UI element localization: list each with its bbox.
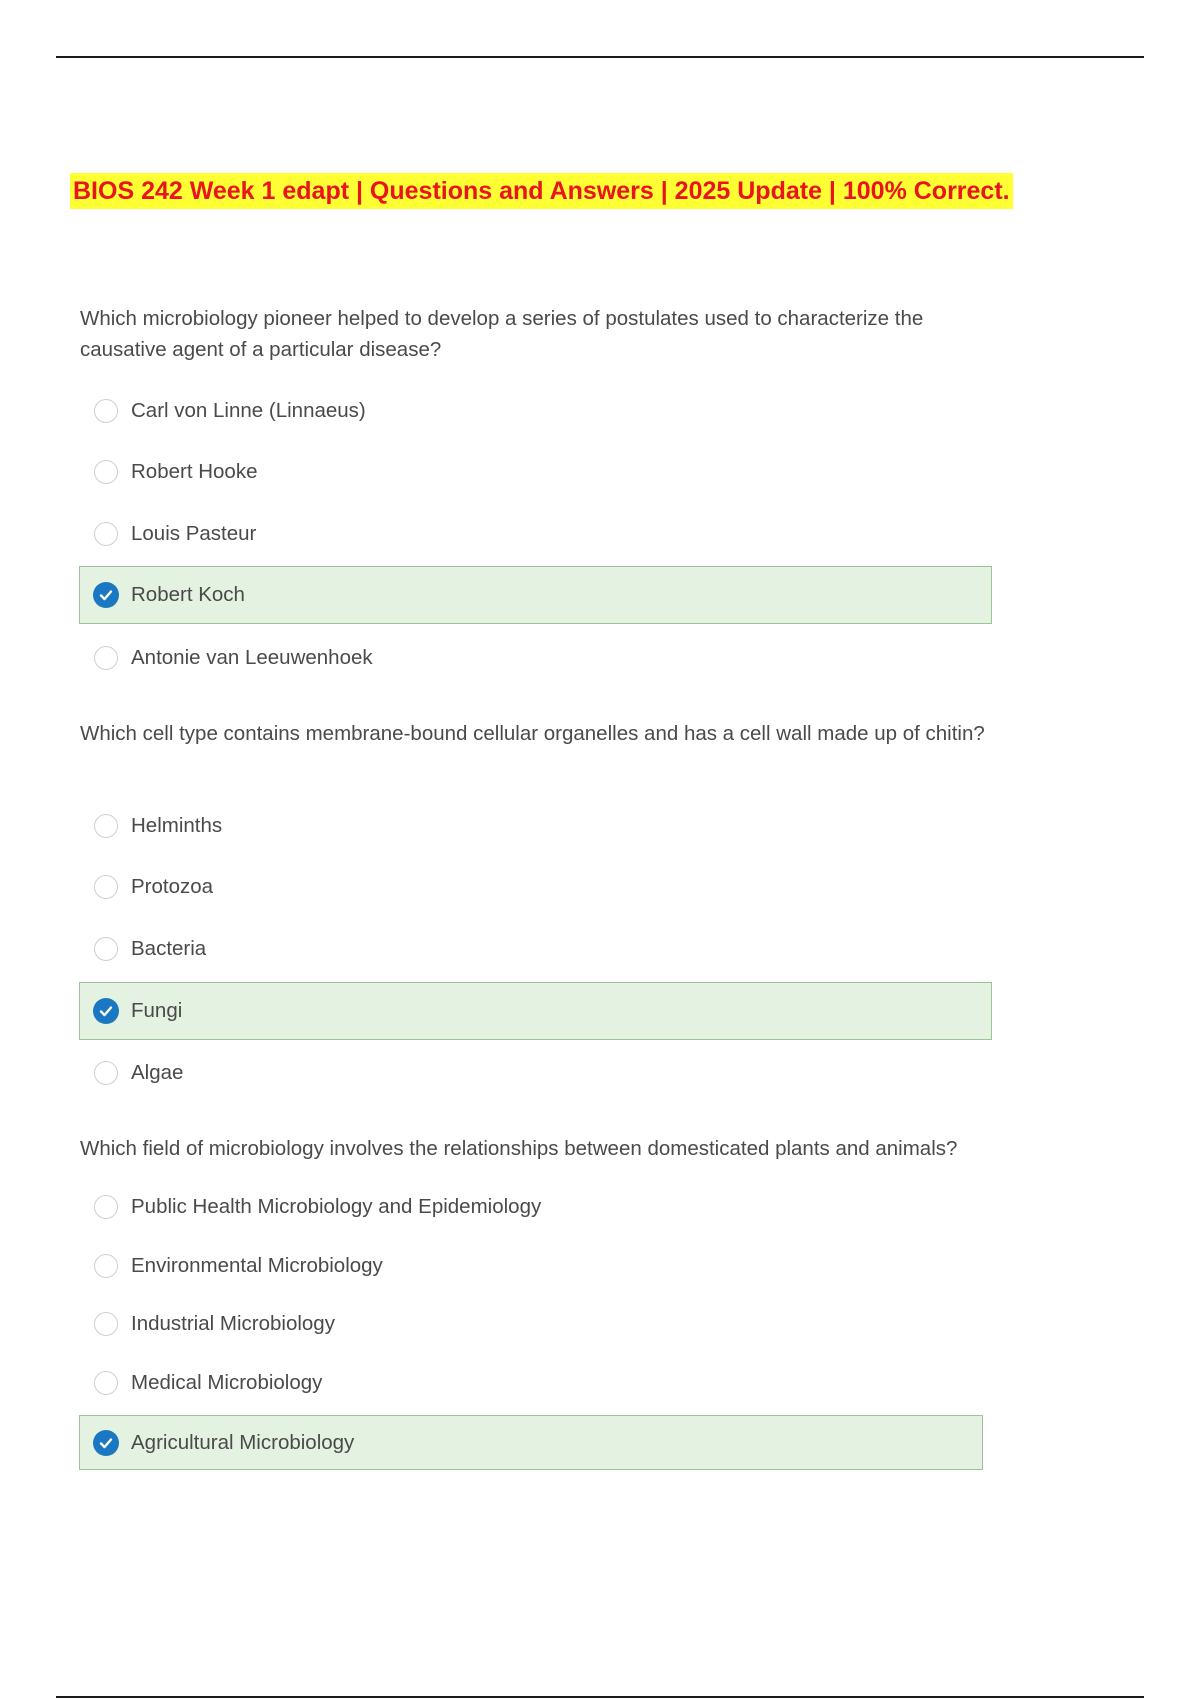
question-3-option-3[interactable] <box>80 1296 992 1352</box>
radio-unselected-icon[interactable] <box>94 875 118 899</box>
question-3-option-1[interactable] <box>80 1179 992 1235</box>
question-2-option-1[interactable] <box>80 798 992 854</box>
radio-unselected-icon[interactable] <box>94 1312 118 1336</box>
question-3-option-5-correct[interactable] <box>79 1415 983 1470</box>
option-label: Public Health Microbiology and Epidemiology <box>131 1195 542 1218</box>
checkmark-circle-icon[interactable] <box>93 1430 119 1456</box>
document-title: BIOS 242 Week 1 edapt | Questions and Answers | 2025 Update | 100% Correct. <box>70 173 1013 209</box>
question-2-option-2[interactable] <box>80 859 992 915</box>
radio-unselected-icon[interactable] <box>94 522 118 546</box>
radio-unselected-icon[interactable] <box>94 646 118 670</box>
question-1-option-1[interactable] <box>80 383 992 439</box>
option-label: Protozoa <box>131 875 214 898</box>
checkmark-circle-icon[interactable] <box>93 998 119 1024</box>
option-label: Robert Hooke <box>131 460 258 483</box>
option-label: Carl von Linne (Linnaeus) <box>131 399 366 422</box>
radio-unselected-icon[interactable] <box>94 1195 118 1219</box>
radio-unselected-icon[interactable] <box>94 814 118 838</box>
question-1-option-5[interactable] <box>80 630 992 686</box>
option-label: Robert Koch <box>131 583 245 606</box>
question-1-option-2[interactable] <box>80 444 992 500</box>
question-3-text: Which field of microbiology involves the relationships between domesticated plants and animals? <box>80 1137 958 1160</box>
question-2-option-4-correct[interactable] <box>79 982 992 1040</box>
option-label: Medical Microbiology <box>131 1371 323 1394</box>
question-3-option-2[interactable] <box>80 1238 992 1294</box>
radio-unselected-icon[interactable] <box>94 399 118 423</box>
option-label: Helminths <box>131 814 223 837</box>
bottom-rule <box>56 1696 1144 1698</box>
radio-unselected-icon[interactable] <box>94 460 118 484</box>
question-1-option-3[interactable] <box>80 506 992 562</box>
option-label: Industrial Microbiology <box>131 1312 335 1335</box>
option-label: Bacteria <box>131 937 207 960</box>
question-3-option-4[interactable] <box>80 1355 992 1411</box>
question-2-text: Which cell type contains membrane-bound cellular organelles and has a cell wall made up of chitin? <box>80 722 985 745</box>
radio-unselected-icon[interactable] <box>94 937 118 961</box>
question-1-option-4-correct[interactable] <box>79 566 992 624</box>
radio-unselected-icon[interactable] <box>94 1061 118 1085</box>
option-label: Fungi <box>131 999 183 1022</box>
option-label: Environmental Microbiology <box>131 1254 383 1277</box>
option-label: Algae <box>131 1061 184 1084</box>
option-label: Antonie van Leeuwenhoek <box>131 646 373 669</box>
question-2-option-3[interactable] <box>80 921 992 977</box>
option-label: Louis Pasteur <box>131 522 257 545</box>
question-2-option-5[interactable] <box>80 1045 992 1101</box>
question-1-text: Which microbiology pioneer helped to develop a series of postulates used to characterize the causative agent of a particular disease? <box>80 307 924 361</box>
top-rule <box>56 56 1144 58</box>
radio-unselected-icon[interactable] <box>94 1371 118 1395</box>
option-label: Agricultural Microbiology <box>131 1430 355 1454</box>
radio-unselected-icon[interactable] <box>94 1254 118 1278</box>
checkmark-circle-icon[interactable] <box>93 582 119 608</box>
